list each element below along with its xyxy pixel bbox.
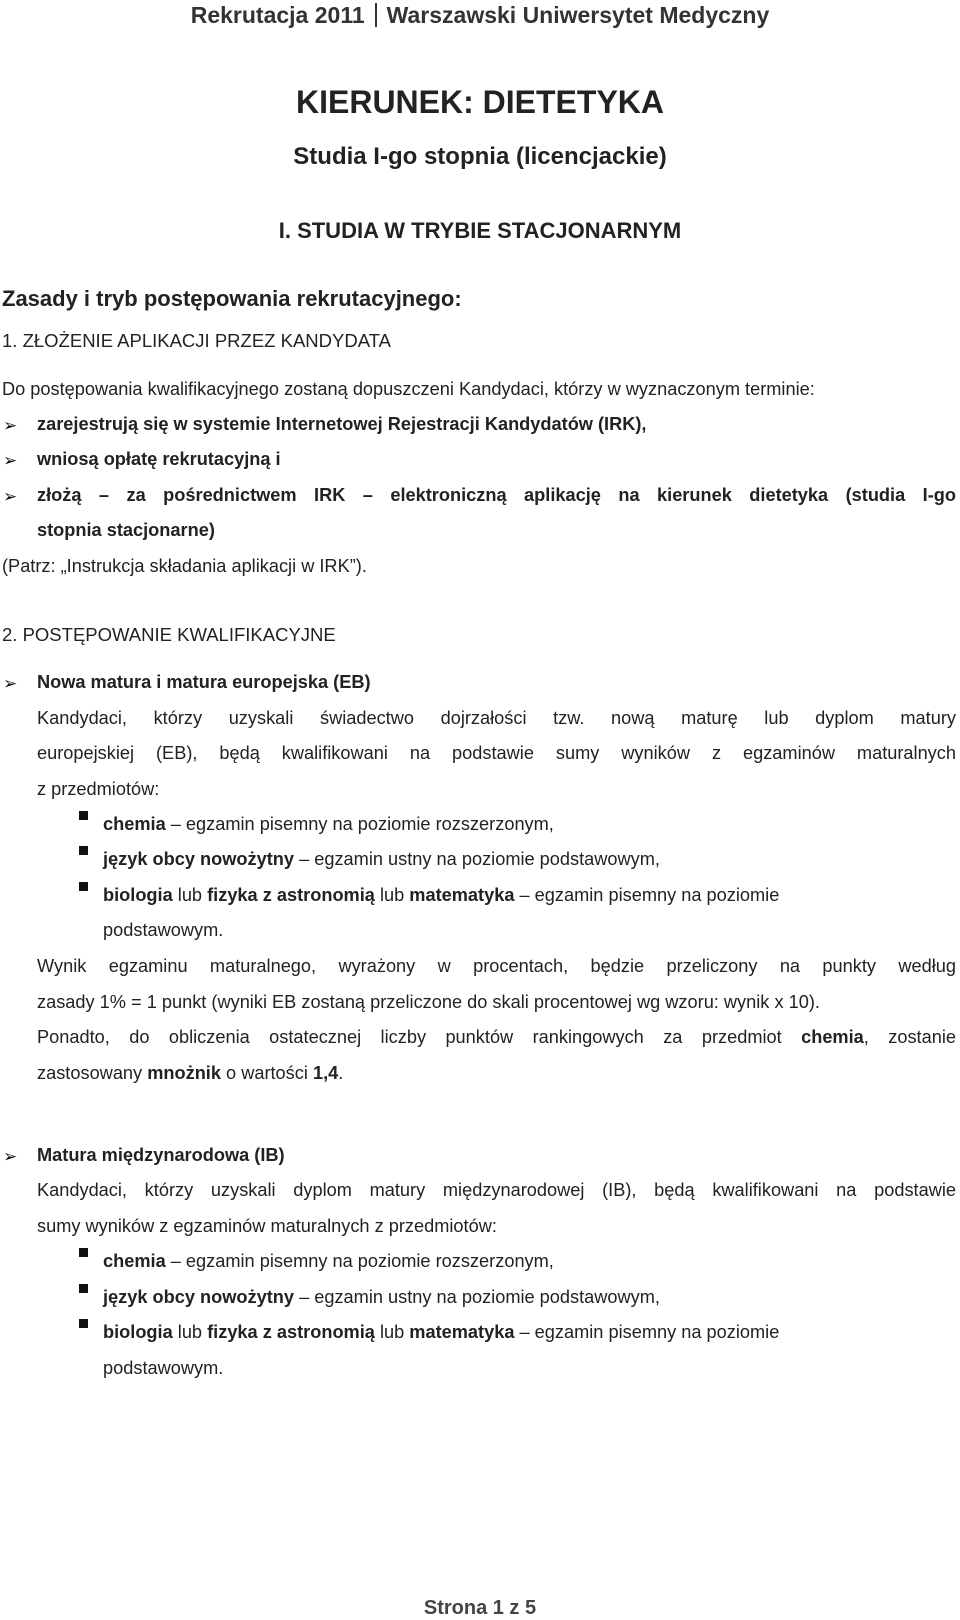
header-left: Rekrutacja 2011: [190, 2, 365, 28]
square-bullet-icon: [79, 1319, 88, 1328]
nm-para-line-3: z przedmiotów:: [37, 779, 160, 799]
square-bullet-icon: [79, 811, 88, 820]
nm-para-line-1: Kandydaci, którzy uzyskali świadectwo dojrzałości tzw. nową maturę lub dyplom matury: [37, 708, 956, 728]
nm-multiplier-line-2: zastosowany mnożnik o wartości 1,4.: [37, 1063, 344, 1083]
header-right: Warszawski Uniwersytet Medyczny: [386, 2, 770, 28]
ib-subject-2: język obcy nowożytny – egzamin ustny na poziomie podstawowym,: [103, 1287, 660, 1307]
ib-matura-heading: Matura międzynarodowa (IB): [37, 1145, 285, 1165]
square-bullet-icon: [79, 1284, 88, 1293]
rules-heading: Zasady i tryb postępowania rekrutacyjnego:: [2, 286, 462, 311]
s1-bullet-3-line-2: stopnia stacjonarne): [37, 520, 215, 540]
section-1-intro: Do postępowania kwalifikacyjnego zostaną dopuszczeni Kandydaci, którzy w wyznaczonym terminie:: [2, 379, 815, 399]
arrow-bullet-icon: ➢: [3, 1147, 18, 1166]
nm-subject-1: chemia – egzamin pisemny na poziomie rozszerzonym,: [103, 814, 554, 834]
ib-subject-1: chemia – egzamin pisemny na poziomie rozszerzonym,: [103, 1251, 554, 1271]
square-bullet-icon: [79, 1248, 88, 1257]
document-title: KIERUNEK: DIETETYKA: [295, 84, 664, 120]
s1-note: (Patrz: „Instrukcja składania aplikacji w IRK”).: [2, 556, 367, 576]
nm-multiplier-line-1: Ponadto, do obliczenia ostatecznej liczby punktów rankingowych za przedmiot chemia, zostanie: [37, 1027, 956, 1047]
ib-subject-3: biologia lub fizyka z astronomią lub matematyka – egzamin pisemny na poziomie: [103, 1322, 780, 1342]
section-1-heading: 1. ZŁOŻENIE APLIKACJI PRZEZ KANDYDATA: [2, 330, 391, 351]
arrow-bullet-icon: ➢: [3, 674, 18, 693]
s1-bullet-1: zarejestrują się w systemie Internetowej Rejestracji Kandydatów (IRK),: [37, 414, 647, 434]
ib-para-line-1: Kandydaci, którzy uzyskali dyplom matury międzynarodowej (IB), będą kwalifikowani na podstawie: [37, 1180, 956, 1200]
nm-subject-3: biologia lub fizyka z astronomią lub matematyka – egzamin pisemny na poziomie: [103, 885, 780, 905]
arrow-bullet-icon: ➢: [3, 451, 18, 470]
s1-bullet-3-line-1: złożą – za pośrednictwem IRK – elektroniczną aplikację na kierunek dietetyka (studia I-go: [37, 485, 956, 505]
header-separator: [375, 3, 377, 27]
ib-subject-3-line-2: podstawowym.: [103, 1358, 224, 1378]
nm-subject-2: język obcy nowożytny – egzamin ustny na poziomie podstawowym,: [103, 849, 660, 869]
square-bullet-icon: [79, 882, 88, 891]
square-bullet-icon: [79, 846, 88, 855]
nm-result-line-2: zasady 1% = 1 punkt (wyniki EB zostaną przeliczone do skali procentowej wg wzoru: wynik x 10).: [37, 992, 820, 1012]
document-subtitle: Studia I-go stopnia (licencjackie): [293, 143, 667, 170]
nm-result-line-1: Wynik egzaminu maturalnego, wyrażony w procentach, będzie przeliczony na punkty według: [37, 956, 956, 976]
section-2-heading: 2. POSTĘPOWANIE KWALIFIKACYJNE: [2, 624, 336, 645]
ib-para-line-2: sumy wyników z egzaminów maturalnych z przedmiotów:: [37, 1216, 497, 1236]
arrow-bullet-icon: ➢: [3, 416, 18, 435]
nm-para-line-2: europejskiej (EB), będą kwalifikowani na podstawie sumy wyników z egzaminów maturalnych: [37, 743, 956, 763]
new-matura-heading: Nowa matura i matura europejska (EB): [37, 672, 371, 692]
study-mode-heading: I. STUDIA W TRYBIE STACJONARNYM: [278, 218, 682, 243]
s1-bullet-2: wniosą opłatę rekrutacyjną i: [37, 449, 281, 469]
nm-subject-3-line-2: podstawowym.: [103, 920, 224, 940]
page-number: Strona 1 z 5: [423, 1597, 537, 1619]
page-header: [0, 2, 960, 29]
arrow-bullet-icon: ➢: [3, 487, 18, 506]
